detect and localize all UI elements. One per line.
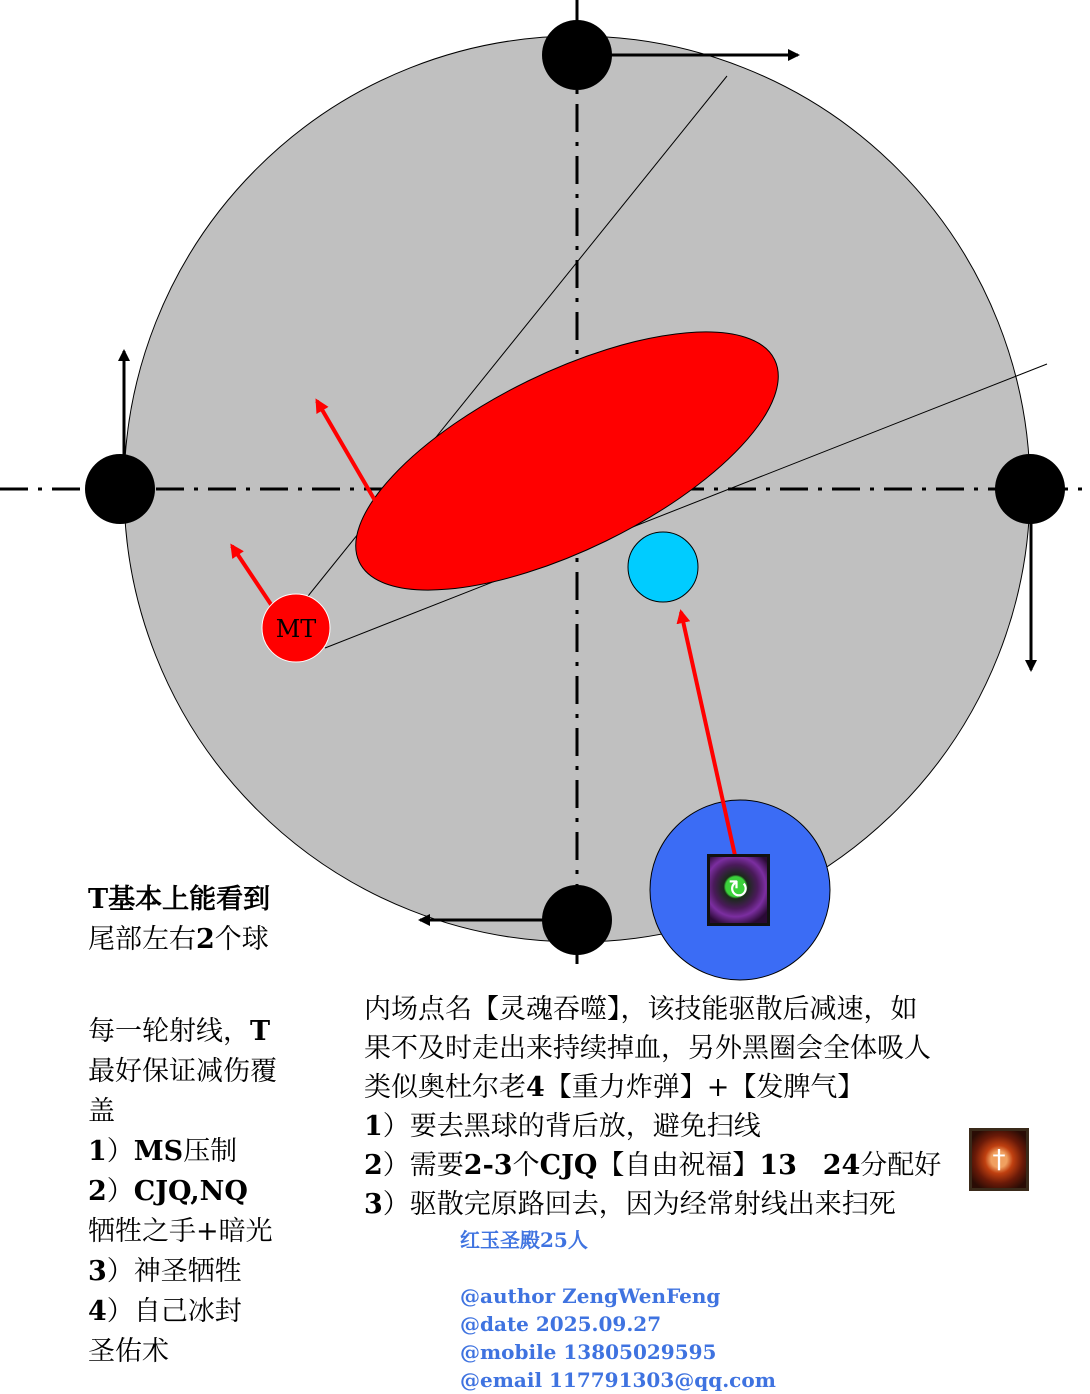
black-orb-bottom bbox=[542, 885, 612, 955]
center-note bbox=[364, 990, 941, 1224]
left-note-item3: 3）神圣牺牲 bbox=[88, 1256, 242, 1287]
credits-spacer bbox=[460, 1254, 776, 1282]
black-orb-left bbox=[85, 454, 155, 524]
sword-icon: † bbox=[992, 1144, 1006, 1175]
swirl-icon: ↻ bbox=[727, 875, 750, 905]
left-note-item1: 1）MS压制 bbox=[88, 1136, 238, 1167]
left-note-top-line2: 尾部左右2个球 bbox=[88, 924, 269, 955]
left-note-line2: 最好保证减伤覆 bbox=[88, 1056, 277, 1087]
center-note-line3: 类似奥杜尔老4【重力炸弹】+【发脾气】 bbox=[364, 1072, 865, 1103]
center-note-line1: 内场点名【灵魂吞噬】，该技能驱散后减速，如 bbox=[364, 994, 918, 1025]
black-orb-top bbox=[542, 20, 612, 90]
credits-email: @email 117791303@qq.com bbox=[460, 1368, 776, 1392]
credits-author: @author ZengWenFeng bbox=[460, 1284, 721, 1308]
left-note-bottom bbox=[88, 1012, 277, 1372]
left-note-item2-line2: 牺牲之手+暗光 bbox=[88, 1216, 273, 1247]
credits-mobile: @mobile 13805029595 bbox=[460, 1340, 717, 1364]
left-note-line3: 盖 bbox=[88, 1096, 115, 1127]
credits bbox=[460, 1226, 776, 1394]
credits-raid: 红玉圣殿25人 bbox=[460, 1228, 588, 1252]
center-note-item3: 3）驱散完原路回去，因为经常射线出来扫死 bbox=[364, 1189, 896, 1220]
center-note-item1: 1）要去黑球的背后放，避免扫线 bbox=[364, 1111, 761, 1142]
left-note-item2: 2）CJQ,NQ bbox=[88, 1176, 248, 1207]
black-orb-right bbox=[995, 454, 1065, 524]
left-note-item4: 4）自己冰封 bbox=[88, 1296, 242, 1327]
left-note-top-line1: T基本上能看到 bbox=[88, 884, 271, 915]
mt-label: MT bbox=[275, 615, 317, 643]
soul-devour-skill-icon bbox=[707, 854, 770, 926]
hand-of-freedom-skill-icon bbox=[969, 1128, 1029, 1191]
center-note-line2: 果不及时走出来持续掉血，另外黑圈会全体吸人 bbox=[364, 1033, 931, 1064]
left-note-top bbox=[88, 880, 270, 960]
credits-date: @date 2025.09.27 bbox=[460, 1312, 662, 1336]
left-note-line1: 每一轮射线，T bbox=[88, 1016, 271, 1047]
center-note-item2: 2）需要2-3个CJQ【自由祝福】13 24分配好 bbox=[364, 1150, 942, 1181]
left-note-item4-line2: 圣佑术 bbox=[88, 1336, 169, 1367]
player-dot bbox=[628, 532, 698, 602]
